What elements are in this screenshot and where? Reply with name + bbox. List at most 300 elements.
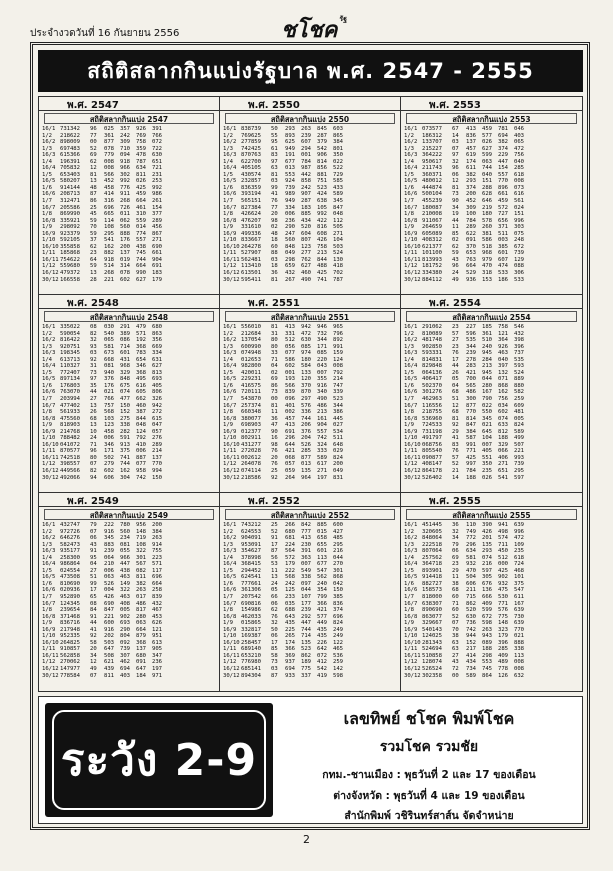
result-number-cell: 514 [104, 263, 114, 270]
result-number-cell: 799 [317, 594, 327, 601]
result-number-cell: 824 [333, 620, 343, 627]
draw-date-cell: 16/1 [42, 126, 56, 132]
result-number-cell: 44 [452, 363, 459, 370]
result-number-cell: 533 [514, 276, 524, 283]
result-number-cell: 17 [90, 587, 97, 594]
result-number-cell: 008 [514, 659, 524, 666]
result-number-cell: 606 [466, 580, 476, 587]
draw-date-cell: 1/8 [404, 409, 414, 416]
result-number-cell: 416575 [241, 382, 261, 389]
result-number-cell: 382 [498, 139, 508, 146]
result-number-cell: 338 [120, 422, 130, 429]
statistics-grid [38, 96, 583, 692]
result-number-cell: 226 [317, 639, 327, 646]
result-number-cell: 25 [271, 522, 278, 528]
result-number-cell: 942 [301, 324, 311, 330]
result-number-cell: 77 [271, 204, 278, 211]
result-number-cell: 949 [285, 198, 295, 205]
result-number-cell: 459 [498, 198, 508, 205]
result-number-cell: 844 [317, 256, 327, 263]
result-number-cell: 136 [482, 587, 492, 594]
result-number-cell: 331 [285, 330, 295, 337]
result-number-cell: 455239 [422, 198, 442, 205]
result-number-cell: 188 [482, 646, 492, 653]
result-number-cell: 666 [482, 594, 492, 601]
result-number-cell: 034 [498, 402, 508, 409]
result-number-cell: 008 [514, 666, 524, 673]
result-number-cell: 72 [452, 666, 459, 673]
result-number-cell: 11 [452, 224, 459, 231]
draw-date-cell: 1/9 [223, 620, 233, 627]
result-number-cell: 148 [498, 620, 508, 627]
result-number-cell: 176803 [60, 382, 80, 389]
result-number-cell: 169387 [241, 633, 261, 640]
result-number-cell: 159 [333, 350, 343, 357]
draw-date-cell: 16/3 [404, 350, 418, 357]
result-number-cell: 65 [90, 594, 97, 601]
result-number-cell: 04 [271, 363, 278, 370]
result-number-cell: 885 [317, 522, 327, 528]
result-number-cell: 848064 [422, 535, 442, 542]
draw-date-cell: 30/12 [42, 672, 59, 679]
result-number-cell: 624541 [241, 574, 261, 581]
result-number-cell: 264078 [241, 461, 261, 468]
result-number-cell: 239 [104, 548, 114, 555]
result-number-cell: 249 [333, 626, 343, 633]
result-number-cell: 289 [152, 441, 162, 448]
result-number-cell: 12 [90, 165, 97, 172]
result-number-cell: 933 [285, 672, 295, 679]
draw-date-cell: 16/8 [223, 613, 237, 620]
result-number-cell: 133707 [422, 139, 442, 146]
result-number-cell: 729 [333, 171, 343, 178]
result-number-cell: 082 [136, 567, 146, 574]
result-number-cell: 432 [514, 330, 524, 337]
draw-date-cell: 1/4 [404, 356, 414, 363]
result-number-cell: 419 [317, 672, 327, 679]
result-number-cell: 710 [120, 145, 130, 152]
result-number-cell: 218755 [422, 409, 442, 416]
result-number-cell: 361306 [241, 587, 261, 594]
result-number-cell: 179 [498, 633, 508, 640]
result-number-cell: 639 [514, 522, 524, 528]
draw-date-cell: 16/7 [404, 600, 418, 607]
draw-date-cell: 30/12 [404, 276, 421, 283]
result-number-cell: 864 [482, 672, 492, 679]
result-number-cell: 00 [452, 672, 459, 679]
result-number-cell: 489 [498, 659, 508, 666]
result-number-cell: 96 [452, 263, 459, 270]
result-number-cell: 83 [271, 152, 278, 159]
result-number-cell: 17 [452, 356, 459, 363]
result-number-cell: 44 [90, 620, 97, 627]
result-number-cell: 91 [90, 548, 97, 555]
year-panel [220, 493, 401, 691]
result-number-cell: 444874 [422, 184, 442, 191]
result-number-cell: 374 [333, 607, 343, 614]
result-number-cell: 589 [466, 672, 476, 679]
draw-date-cell: 16/4 [42, 363, 56, 370]
result-number-cell: 425 [466, 454, 476, 461]
result-number-cell: 390 [482, 522, 492, 528]
result-number-cell: 001 [285, 369, 295, 376]
result-number-cell: 289 [152, 217, 162, 224]
result-number-cell: 96 [90, 448, 97, 455]
result-number-cell: 370 [301, 382, 311, 389]
result-number-cell: 581 [104, 343, 114, 350]
result-number-cell: 101 [514, 574, 524, 581]
draw-date-cell: 1/2 [42, 330, 52, 337]
result-number-cell: 936 [466, 276, 476, 283]
result-number-cell: 094 [120, 152, 130, 159]
result-number-cell: 79 [90, 522, 97, 528]
result-number-cell: 424 [317, 191, 327, 198]
draw-date-cell: 16/11 [223, 256, 240, 263]
result-number-cell: 811 [136, 574, 146, 581]
result-number-cell: 20 [271, 211, 278, 218]
result-number-cell: 007 [317, 369, 327, 376]
result-number-cell: 848 [285, 243, 295, 250]
result-number-cell: 518 [482, 243, 492, 250]
result-number-cell: 831 [333, 474, 343, 481]
result-number-cell: 526524 [422, 666, 442, 673]
result-number-cell: 673 [104, 350, 114, 357]
result-number-cell: 562 [317, 574, 327, 581]
result-number-cell: 882 [104, 250, 114, 257]
result-number-cell: 124345 [60, 600, 80, 607]
result-number-cell: 749 [466, 528, 476, 535]
draw-date-cell: 1/3 [223, 145, 233, 152]
result-number-cell: 946 [317, 324, 327, 330]
result-number-cell: 524 [333, 250, 343, 257]
result-number-cell: 76 [271, 448, 278, 455]
result-number-cell: 097 [301, 580, 311, 587]
result-number-cell: 804 [120, 633, 130, 640]
result-number-cell: 48 [271, 230, 278, 237]
result-number-cell: 572 [285, 554, 295, 561]
result-number-cell: 910857 [60, 646, 80, 653]
result-number-cell: 524 [514, 369, 524, 376]
result-number-cell: 475560 [60, 415, 80, 422]
draw-date-cell: 16/5 [404, 376, 418, 383]
result-number-cell: 263 [152, 535, 162, 542]
result-number-cell: 744 [482, 165, 492, 172]
result-number-cell: 432 [285, 270, 295, 277]
result-number-cell: 662 [136, 396, 146, 403]
result-number-cell: 34 [452, 204, 459, 211]
result-number-cell: 57 [452, 330, 459, 337]
result-number-cell: 743212 [241, 522, 261, 528]
result-number-cell: 647 [136, 666, 146, 673]
result-number-cell: 916 [104, 626, 114, 633]
draw-date-cell: 16/7 [223, 600, 237, 607]
result-number-cell: 615 [152, 415, 162, 422]
result-number-cell: 387 [136, 409, 146, 416]
result-number-cell: 329 [498, 441, 508, 448]
draw-date-cell: 1/4 [42, 356, 52, 363]
result-number-cell: 526402 [422, 474, 442, 481]
result-number-cell: 479 [136, 324, 146, 330]
result-number-cell: 858 [301, 178, 311, 185]
draw-date-cell: 16/1 [42, 324, 56, 330]
result-number-cell: 627 [301, 263, 311, 270]
result-number-cell: 148 [136, 528, 146, 535]
result-number-cell: 467 [152, 607, 162, 614]
results-table [42, 324, 216, 481]
result-number-cell: 403 [514, 132, 524, 139]
result-number-cell: 91 [90, 613, 97, 620]
result-number-cell: 693 [120, 620, 130, 627]
result-number-cell: 714 [120, 343, 130, 350]
draw-date-cell: 16/4 [404, 561, 418, 568]
draw-date-cell: 1/3 [42, 145, 52, 152]
result-number-cell: 150 [152, 474, 162, 481]
result-number-cell: 142 [333, 666, 343, 673]
result-number-cell: 744 [301, 626, 311, 633]
result-number-cell: 653210 [241, 652, 261, 659]
result-number-cell: 90 [452, 198, 459, 205]
result-number-cell: 935177 [60, 548, 80, 555]
result-number-cell: 23 [90, 250, 97, 257]
result-number-cell: 240 [317, 580, 327, 587]
result-number-cell: 771 [466, 448, 476, 455]
result-number-cell: 50 [271, 626, 278, 633]
result-number-cell: 664 [466, 263, 476, 270]
result-number-cell: 280 [136, 613, 146, 620]
result-number-cell: 452 [466, 198, 476, 205]
result-number-cell: 600 [333, 522, 343, 528]
result-number-cell: 991 [466, 441, 476, 448]
result-number-cell: 151 [514, 211, 524, 218]
result-number-cell: 73 [452, 191, 459, 198]
result-number-cell: 669 [152, 343, 162, 350]
result-number-cell: 472 [514, 535, 524, 542]
result-number-cell: 593 [514, 363, 524, 370]
result-number-cell: 642 [317, 646, 327, 653]
result-number-cell: 681 [285, 535, 295, 542]
result-number-cell: 264659 [422, 224, 442, 231]
result-number-cell: 747 [333, 382, 343, 389]
result-number-cell: 012653 [241, 356, 261, 363]
result-number-cell: 13 [271, 574, 278, 581]
result-number-cell: 135 [301, 468, 311, 475]
result-number-cell: 027 [333, 422, 343, 429]
result-number-cell: 334380 [422, 270, 442, 277]
result-number-cell: 62 [452, 243, 459, 250]
result-number-cell: 23 [452, 343, 459, 350]
result-number-cell: 120 [301, 376, 311, 383]
result-number-cell: 511 [333, 435, 343, 442]
result-number-cell: 049 [333, 468, 343, 475]
result-number-cell: 540 [104, 330, 114, 337]
result-number-cell: 627 [482, 145, 492, 152]
draw-date-cell: 1/10 [42, 633, 56, 640]
result-number-cell: 586 [482, 237, 492, 244]
result-number-cell: 621 [104, 659, 114, 666]
result-number-cell: 086 [120, 337, 130, 344]
result-number-cell: 607 [498, 256, 508, 263]
result-number-cell: 462033 [241, 613, 261, 620]
result-number-cell: 113410 [241, 263, 261, 270]
result-number-cell: 364 [498, 337, 508, 344]
result-number-cell: 698903 [241, 422, 261, 429]
result-number-cell: 405105 [241, 165, 261, 172]
result-number-cell: 625 [285, 139, 295, 146]
draw-date-cell: 16/6 [404, 389, 418, 396]
result-number-cell: 135 [482, 541, 492, 548]
result-number-cell: 53 [271, 561, 278, 568]
draw-date-cell: 1/8 [42, 211, 52, 218]
result-number-cell: 458 [104, 428, 114, 435]
result-number-cell: 616 [136, 382, 146, 389]
result-number-cell: 58 [271, 652, 278, 659]
result-number-cell: 263 [136, 587, 146, 594]
result-number-cell: 29 [452, 428, 459, 435]
result-number-cell: 694 [498, 132, 508, 139]
result-number-cell: 188 [498, 435, 508, 442]
result-number-cell: 541 [498, 474, 508, 481]
draw-date-cell: 1/6 [42, 580, 52, 587]
result-number-cell: 03 [90, 350, 97, 357]
result-number-cell: 074 [482, 554, 492, 561]
result-number-cell: 621377 [422, 243, 442, 250]
result-number-cell: 36 [452, 522, 459, 528]
result-number-cell: 51 [90, 574, 97, 581]
result-number-cell: 64 [90, 256, 97, 263]
result-number-cell: 458 [104, 184, 114, 191]
result-number-cell: 188 [466, 474, 476, 481]
draw-date-cell: 1/6 [404, 184, 414, 191]
result-number-cell: 55 [271, 132, 278, 139]
result-number-cell: 07 [452, 145, 459, 152]
result-number-cell: 952335 [60, 633, 80, 640]
result-number-cell: 693 [152, 376, 162, 383]
draw-date-cell: 16/5 [42, 376, 56, 383]
result-number-cell: 184 [136, 672, 146, 679]
draw-date-cell: 1/6 [42, 382, 52, 389]
result-number-cell: 063 [482, 158, 492, 165]
result-number-cell: 867 [152, 230, 162, 237]
result-number-cell: 562858 [60, 652, 80, 659]
result-number-cell: 24 [271, 580, 278, 587]
result-number-cell: 598 [482, 620, 492, 627]
result-number-cell: 869990 [60, 211, 80, 218]
result-number-cell: 534 [333, 428, 343, 435]
result-number-cell: 13 [90, 402, 97, 409]
result-number-cell: 94 [90, 474, 97, 481]
result-number-cell: 672 [482, 613, 492, 620]
result-number-cell: 92 [90, 633, 97, 640]
result-number-cell: 285 [301, 448, 311, 455]
result-number-cell: 556010 [241, 324, 261, 330]
result-number-cell: 439 [104, 666, 114, 673]
result-number-cell: 20 [90, 646, 97, 653]
result-number-cell: 645 [482, 428, 492, 435]
result-number-cell: 816422 [60, 337, 80, 344]
panel-subtitle: สถิติสลากกินแบ่ง 2552 [225, 509, 395, 520]
result-number-cell: 316 [104, 198, 114, 205]
result-number-cell: 486 [136, 600, 146, 607]
result-number-cell: 021 [514, 633, 524, 640]
result-number-cell: 271 [152, 237, 162, 244]
panel-year-heading: พ.ศ. 2553 [401, 97, 582, 111]
draw-date-cell: 30/12 [404, 474, 421, 481]
result-number-cell: 561 [514, 198, 524, 205]
result-number-cell: 421 [317, 607, 327, 614]
result-number-cell: 937 [285, 659, 295, 666]
result-number-cell: 02 [271, 224, 278, 231]
results-table [223, 126, 397, 283]
result-number-cell: 183 [301, 204, 311, 211]
result-number-cell: 596 [466, 330, 476, 337]
result-number-cell: 089 [482, 639, 492, 646]
result-number-cell: 18 [271, 263, 278, 270]
result-number-cell: 242 [285, 580, 295, 587]
result-number-cell: 696 [104, 204, 114, 211]
result-number-cell: 476207 [241, 217, 261, 224]
result-number-cell: 375 [514, 580, 524, 587]
result-number-cell: 013 [301, 461, 311, 468]
result-number-cell: 410 [136, 441, 146, 448]
draw-date-cell: 16/10 [223, 639, 240, 646]
result-number-cell: 020936 [60, 587, 80, 594]
result-number-cell: 154 [152, 204, 162, 211]
result-number-cell: 07 [452, 620, 459, 627]
result-number-cell: 035 [285, 600, 295, 607]
result-number-cell: 904091 [241, 535, 261, 542]
result-number-cell: 632 [514, 672, 524, 679]
result-number-cell: 335022 [60, 324, 80, 330]
result-number-cell: 124 [136, 428, 146, 435]
result-number-cell: 622 [466, 230, 476, 237]
result-number-cell: 847 [104, 607, 114, 614]
result-number-cell: 296 [285, 435, 295, 442]
result-number-cell: 479372 [60, 270, 80, 277]
result-number-cell: 026 [482, 139, 492, 146]
draw-date-cell: 16/10 [42, 243, 59, 250]
result-number-cell: 333 [317, 448, 327, 455]
result-number-cell: 69 [271, 376, 278, 383]
result-number-cell: 902850 [422, 343, 442, 350]
result-number-cell: 066 [498, 448, 508, 455]
result-number-cell: 661 [152, 250, 162, 257]
result-number-cell: 495 [136, 376, 146, 383]
result-number-cell: 84 [90, 607, 97, 614]
result-number-cell: 281343 [422, 639, 442, 646]
result-number-cell: 613713 [60, 356, 80, 363]
result-number-cell: 87 [271, 548, 278, 555]
result-number-cell: 633 [498, 422, 508, 429]
result-number-cell: 86 [271, 382, 278, 389]
result-number-cell: 272 [152, 409, 162, 416]
result-number-cell: 81 [271, 324, 278, 330]
draw-date-cell: 16/3 [42, 152, 56, 159]
result-number-cell: 608 [317, 230, 327, 237]
result-number-cell: 92 [452, 422, 459, 429]
result-number-cell: 438 [136, 243, 146, 250]
result-number-cell: 298092 [60, 224, 80, 231]
result-number-cell: 991 [333, 343, 343, 350]
result-number-cell: 67 [452, 126, 459, 132]
result-number-cell: 214 [333, 376, 343, 383]
result-number-cell: 135 [301, 639, 311, 646]
result-number-cell: 375 [120, 448, 130, 455]
result-number-cell: 331610 [241, 224, 261, 231]
result-number-cell: 10 [90, 428, 97, 435]
result-number-cell: 391 [152, 126, 162, 132]
result-number-cell: 542 [317, 666, 327, 673]
result-number-cell: 235 [514, 548, 524, 555]
